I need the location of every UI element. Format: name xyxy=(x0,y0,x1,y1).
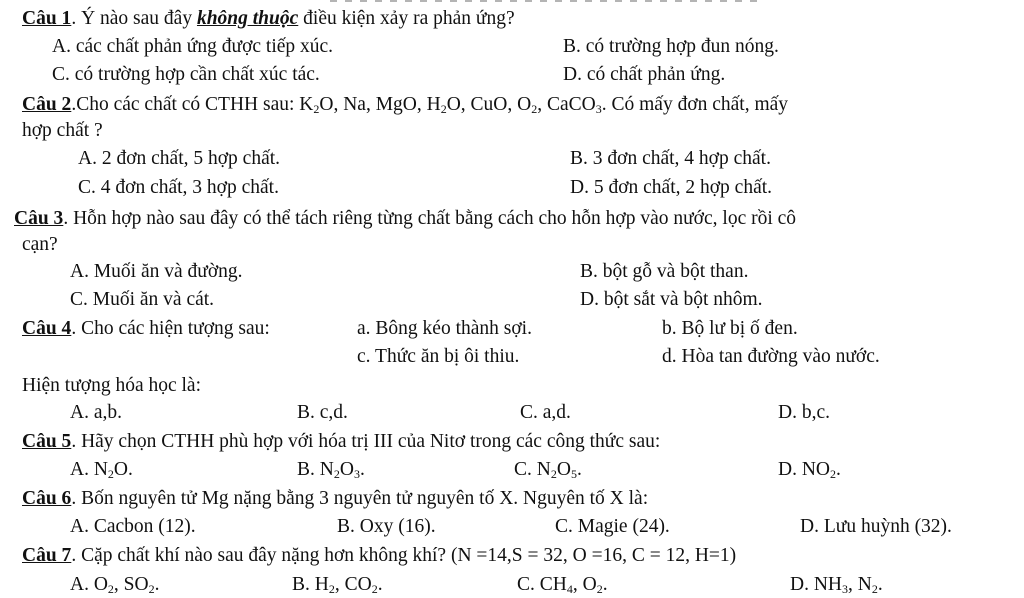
q1-label: Câu 1 xyxy=(22,8,72,29)
q7-option-d: D. $NH_3$, $N_2$. xyxy=(790,574,883,596)
q5-option-c: C. $N_2O_5$. xyxy=(514,459,582,481)
q3-option-b: B. bột gỗ và bột than. xyxy=(580,261,749,282)
q4-item-c: c. Thức ăn bị ôi thiu. xyxy=(357,346,520,367)
q6-options xyxy=(0,514,1024,540)
q3-option-c: C. Muối ăn và cát. xyxy=(70,289,215,310)
q3-options-row1 xyxy=(0,259,1024,285)
q3-stem: Câu 3. Hỗn hợp nào sau đây có thể tách riêng từng chất bằng cách cho hỗn hợp vào nước, lọc rồi cô xyxy=(14,208,797,229)
q3-option-d: D. bột sắt và bột nhôm. xyxy=(580,289,763,310)
q5-option-d: D. $NO_2$. xyxy=(778,459,841,481)
q6-option-d: D. Lưu huỳnh (32). xyxy=(800,516,952,537)
q2-option-b: B. 3 đơn chất, 4 hợp chất. xyxy=(570,148,771,169)
q5-options xyxy=(0,457,1024,483)
q2-option-c: C. 4 đơn chất, 3 hợp chất. xyxy=(78,177,279,198)
q1-negation: không thuộc xyxy=(196,8,299,29)
q1-stem: Câu 1. Ý nào sau đây không thuộc điều kiện xảy ra phản ứng? xyxy=(22,8,515,29)
q1-option-d: D. có chất phản ứng. xyxy=(563,64,726,85)
q6-option-c: C. Magie (24). xyxy=(555,516,670,537)
q2-options-row1 xyxy=(0,146,1024,172)
q2-label: Câu 2 xyxy=(22,94,72,115)
q4-prompt: Hiện tượng hóa học là: xyxy=(22,375,202,396)
q4-option-a: A. a,b. xyxy=(70,402,122,423)
q4-item-b: b. Bộ lư bị ố đen. xyxy=(662,318,798,339)
q4-item-d: d. Hòa tan đường vào nước. xyxy=(662,346,880,367)
q7-stem: Câu 7. Cặp chất khí nào sau đây nặng hơn không khí? (N =14,S = 32, O =16, C = 12, H=1) xyxy=(22,545,737,566)
q6-option-b: B. Oxy (16). xyxy=(337,516,436,537)
q5-stem: Câu 5. Hãy chọn CTHH phù hợp với hóa trị III của Nitơ trong các công thức sau: xyxy=(22,431,661,452)
q2-option-d: D. 5 đơn chất, 2 hợp chất. xyxy=(570,177,773,198)
q4-option-b: B. c,d. xyxy=(297,402,348,423)
q1-options-row2 xyxy=(0,62,1024,88)
q5-option-a: A. $N_2O$. xyxy=(70,459,133,481)
q6-option-a: A. Cacbon (12). xyxy=(70,516,196,537)
q6-stem: Câu 6. Bốn nguyên tử Mg nặng bằng 3 nguyên tử nguyên tố X. Nguyên tố X là: xyxy=(22,488,649,509)
q6-label: Câu 6 xyxy=(22,488,72,509)
q4-item-a: a. Bông kéo thành sợi. xyxy=(357,318,532,339)
q1-option-b: B. có trường hợp đun nóng. xyxy=(563,36,779,57)
q7-label: Câu 7 xyxy=(22,545,72,566)
q7-option-b: B. $H_2$, $CO_2$. xyxy=(292,574,383,596)
q1-options-row1 xyxy=(0,34,1024,60)
q2-option-a: A. 2 đơn chất, 5 hợp chất. xyxy=(78,148,281,169)
q2-stem-line2: hợp chất ? xyxy=(22,120,103,141)
q4-label: Câu 4 xyxy=(22,318,72,339)
q3-options-row2 xyxy=(0,287,1024,313)
q1-option-a: A. các chất phản ứng được tiếp xúc. xyxy=(52,36,334,57)
q4-options xyxy=(0,400,1024,426)
q7-options-cropped xyxy=(0,572,1024,598)
q5-option-b: B. $N_2O_3$. xyxy=(297,459,365,481)
q3-label: Câu 3 xyxy=(14,208,64,229)
q4-option-c: C. a,d. xyxy=(520,402,571,423)
q2-options-row2 xyxy=(0,175,1024,201)
q1-option-c: C. có trường hợp cần chất xúc tác. xyxy=(52,64,320,85)
q7-option-c: C. $CH_4$, $O_2$. xyxy=(517,574,608,596)
q3-stem-line2: cạn? xyxy=(22,234,58,255)
q4-items-row2 xyxy=(0,344,1024,370)
q4-option-d: D. b,c. xyxy=(778,402,830,423)
cropped-previous-line xyxy=(330,0,760,2)
q2-stem: Câu 2.Cho các chất có CTHH sau: $K_2O$, Na, MgO, $H_2O$, CuO, $O_2$, CaCO$_3$. Có mấy đơn chất, mấy xyxy=(22,94,789,116)
q4-stem: Câu 4. Cho các hiện tượng sau: a. Bông kéo thành sợi. b. Bộ lư bị ố đen. xyxy=(0,316,1024,342)
q3-option-a: A. Muối ăn và đường. xyxy=(70,261,243,282)
q7-option-a: A. $O_2$, $SO_2$. xyxy=(70,574,160,596)
q5-label: Câu 5 xyxy=(22,431,72,452)
